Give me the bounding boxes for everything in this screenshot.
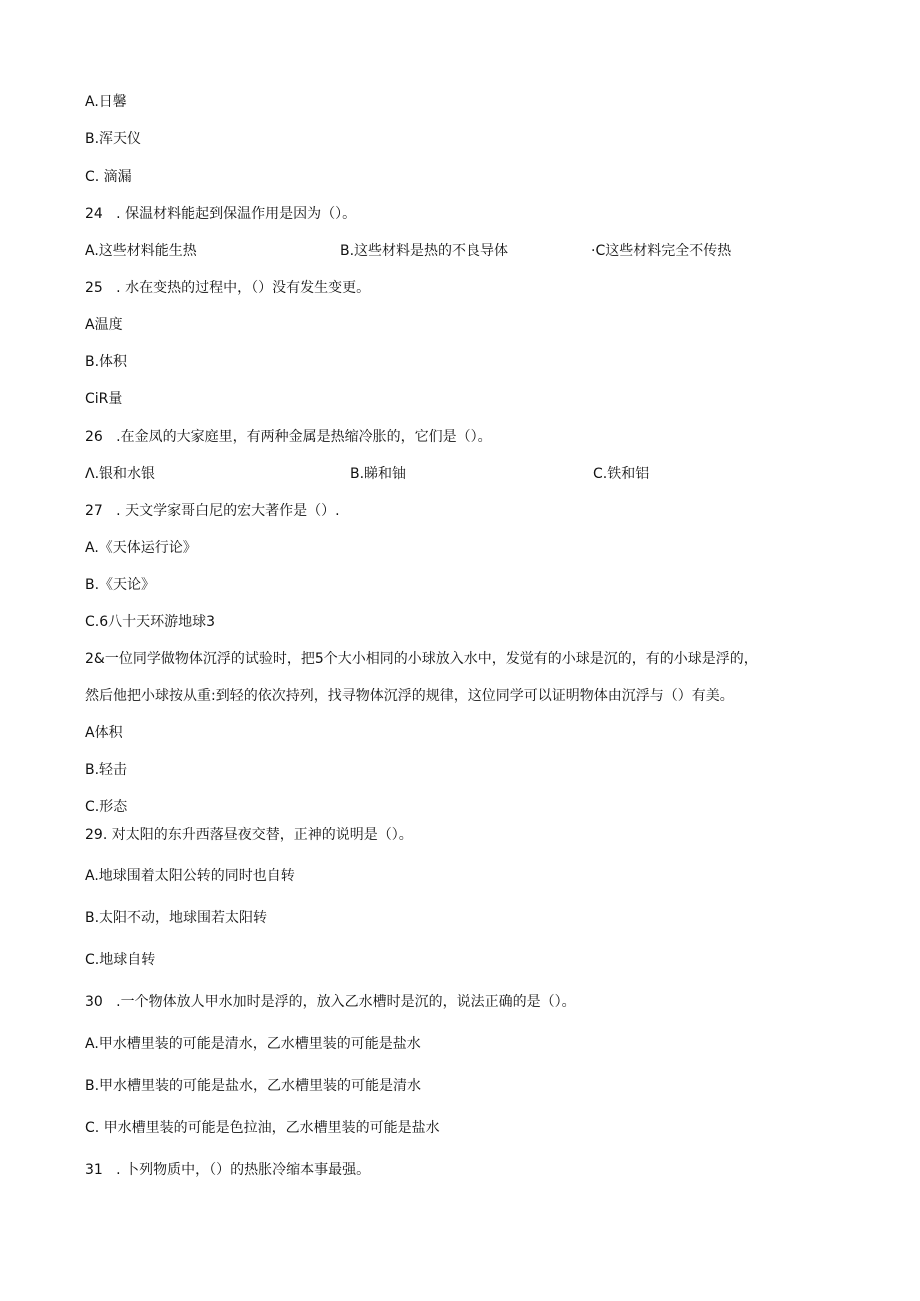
option-b-q25: B.体积 bbox=[85, 354, 128, 370]
question-26: 26 .在金凤的大家庭里，有两种金属是热缩冷胀的，它们是（）。 bbox=[85, 429, 492, 445]
question-31: 31 . 卜列物质中，（）的热胀冷缩本事最强。 bbox=[85, 1162, 371, 1178]
option-a-q27: A.《天体运行论》 bbox=[85, 540, 197, 556]
option-a-q28: A体积 bbox=[85, 725, 123, 741]
question-24: 24 . 保温材料能起到保温作用是因为（）。 bbox=[85, 206, 357, 222]
option-c-q25: CiR量 bbox=[85, 391, 123, 407]
option-c-q28: C.形态 bbox=[85, 799, 128, 815]
option-a-q29: A.地球围着太阳公转的同时也自转 bbox=[85, 868, 295, 884]
question-30: 30 .一个物体放人甲水加时是浮的，放入乙水槽时是沉的，说法正确的是（）。 bbox=[85, 994, 576, 1010]
question-28-line2: 然后他把小球按从重:到轻的依次持列，找寻物体沉浮的规律，这位同学可以证明物体由沉浮与（）有美。 bbox=[85, 688, 734, 704]
question-29: 29. 对太阳的东升西落昼夜交替，正神的说明是（）。 bbox=[85, 827, 413, 843]
question-27: 27 . 天文学家哥白尼的宏大著作是（）. bbox=[85, 503, 340, 519]
option-b-q27: B.《天论》 bbox=[85, 577, 156, 593]
option-c-q29: C.地球自转 bbox=[85, 952, 156, 968]
option-c-q27: C.6八十天环游地球3 bbox=[85, 614, 216, 630]
option-b-q28: B.轻击 bbox=[85, 762, 128, 778]
option-a-q23: A.日馨 bbox=[85, 94, 127, 110]
question-25: 25 . 水在变热的过程中，（）没有发生变更。 bbox=[85, 280, 371, 296]
option-b-q23: B.浑天仪 bbox=[85, 131, 142, 147]
option-b-q24: B.这些材料是热的不良导体 bbox=[340, 243, 509, 259]
option-a-q30: A.甲水槽里装的可能是清水，乙水槽里装的可能是盐水 bbox=[85, 1036, 421, 1052]
option-c-q26: C.铁和铝 bbox=[593, 466, 650, 482]
option-a-q25: A温度 bbox=[85, 317, 123, 333]
option-c-q23: C. 滴漏 bbox=[85, 169, 132, 185]
option-a-q26: Λ.银和水银 bbox=[85, 466, 156, 482]
option-a-q24: A.这些材料能生热 bbox=[85, 243, 197, 259]
question-28-line1: 2&一位同学做物体沉浮的试验时，把5个大小相同的小球放入水中，发觉有的小球是沉的，有的小球是浮的， bbox=[85, 651, 758, 667]
option-b-q29: B.太阳不动，地球围若太阳转 bbox=[85, 910, 268, 926]
option-b-q30: B.甲水槽里装的可能是盐水，乙水槽里装的可能是清水 bbox=[85, 1078, 422, 1094]
option-c-q24: ·C这些材料完全不传热 bbox=[591, 243, 732, 259]
option-b-q26: B.睇和铀 bbox=[350, 466, 407, 482]
option-c-q30: C. 甲水槽里装的可能是色拉油，乙水槽里装的可能是盐水 bbox=[85, 1120, 440, 1136]
